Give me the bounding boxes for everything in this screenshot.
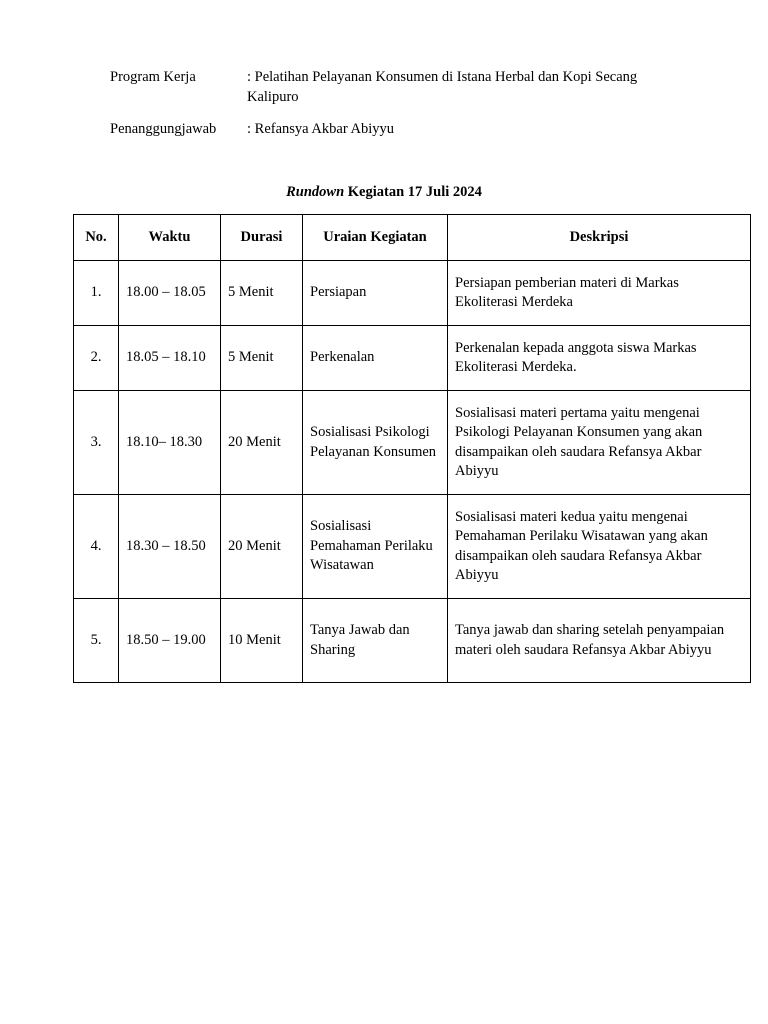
table-row	[74, 391, 751, 495]
cell-durasi: 10 Menit	[221, 599, 303, 683]
table-header-row	[74, 215, 751, 261]
col-header-deskripsi: Deskripsi	[448, 215, 751, 261]
cell-waktu: 18.50 – 19.00	[119, 599, 221, 683]
cell-uraian: Sosialisasi Psikologi Pelayanan Konsumen	[303, 391, 448, 495]
rundown-table	[73, 214, 751, 683]
cell-no: 1.	[74, 261, 119, 326]
cell-no: 3.	[74, 391, 119, 495]
col-header-uraian: Uraian Kegiatan	[303, 215, 448, 261]
cell-waktu: 18.00 – 18.05	[119, 261, 221, 326]
cell-durasi: 20 Menit	[221, 495, 303, 599]
penanggungjawab-value: : Refansya Akbar Abiyyu	[247, 121, 394, 137]
cell-no: 5.	[74, 599, 119, 683]
table-row	[74, 599, 751, 683]
penanggungjawab-row	[110, 119, 710, 141]
cell-deskripsi: Sosialisasi materi pertama yaitu mengenai Psikologi Pelayanan Konsumen yang akan disampaikan oleh saudara Refansya Akbar Abiyyu	[448, 391, 751, 495]
program-kerja-value: : Pelatihan Pelayanan Konsumen di Istana Herbal dan Kopi Secang Kalipuro	[247, 69, 638, 105]
penanggungjawab-label: Penanggungjawab	[110, 121, 217, 137]
cell-waktu: 18.10– 18.30	[119, 391, 221, 495]
cell-deskripsi: Sosialisasi materi kedua yaitu mengenai Pemahaman Perilaku Wisatawan yang akan disampaikan oleh saudara Refansya Akbar Abiyyu	[448, 495, 751, 599]
cell-durasi: 5 Menit	[221, 326, 303, 391]
rundown-title	[0, 182, 768, 202]
cell-no: 2.	[74, 326, 119, 391]
cell-waktu: 18.30 – 18.50	[119, 495, 221, 599]
cell-uraian: Tanya Jawab dan Sharing	[303, 599, 448, 683]
cell-durasi: 5 Menit	[221, 261, 303, 326]
cell-no: 4.	[74, 495, 119, 599]
rundown-title-rest: Kegiatan 17 Juli 2024	[347, 184, 482, 200]
col-header-waktu: Waktu	[119, 215, 221, 261]
cell-waktu: 18.05 – 18.10	[119, 326, 221, 391]
cell-deskripsi: Tanya jawab dan sharing setelah penyampaian materi oleh saudara Refansya Akbar Abiyyu	[448, 599, 751, 683]
cell-deskripsi: Persiapan pemberian materi di Markas Ekoliterasi Merdeka	[448, 261, 751, 326]
cell-uraian: Perkenalan	[303, 326, 448, 391]
cell-uraian: Sosialisasi Pemahaman Perilaku Wisatawan	[303, 495, 448, 599]
table-row	[74, 326, 751, 391]
table-row	[74, 261, 751, 326]
program-kerja-row	[110, 67, 710, 109]
rundown-title-italic: Rundown	[286, 184, 345, 200]
cell-deskripsi: Perkenalan kepada anggota siswa Markas Ekoliterasi Merdeka.	[448, 326, 751, 391]
col-header-durasi: Durasi	[221, 215, 303, 261]
cell-uraian: Persiapan	[303, 261, 448, 326]
table-row	[74, 495, 751, 599]
col-header-no: No.	[74, 215, 119, 261]
cell-durasi: 20 Menit	[221, 391, 303, 495]
program-kerja-label: Program Kerja	[110, 69, 196, 85]
